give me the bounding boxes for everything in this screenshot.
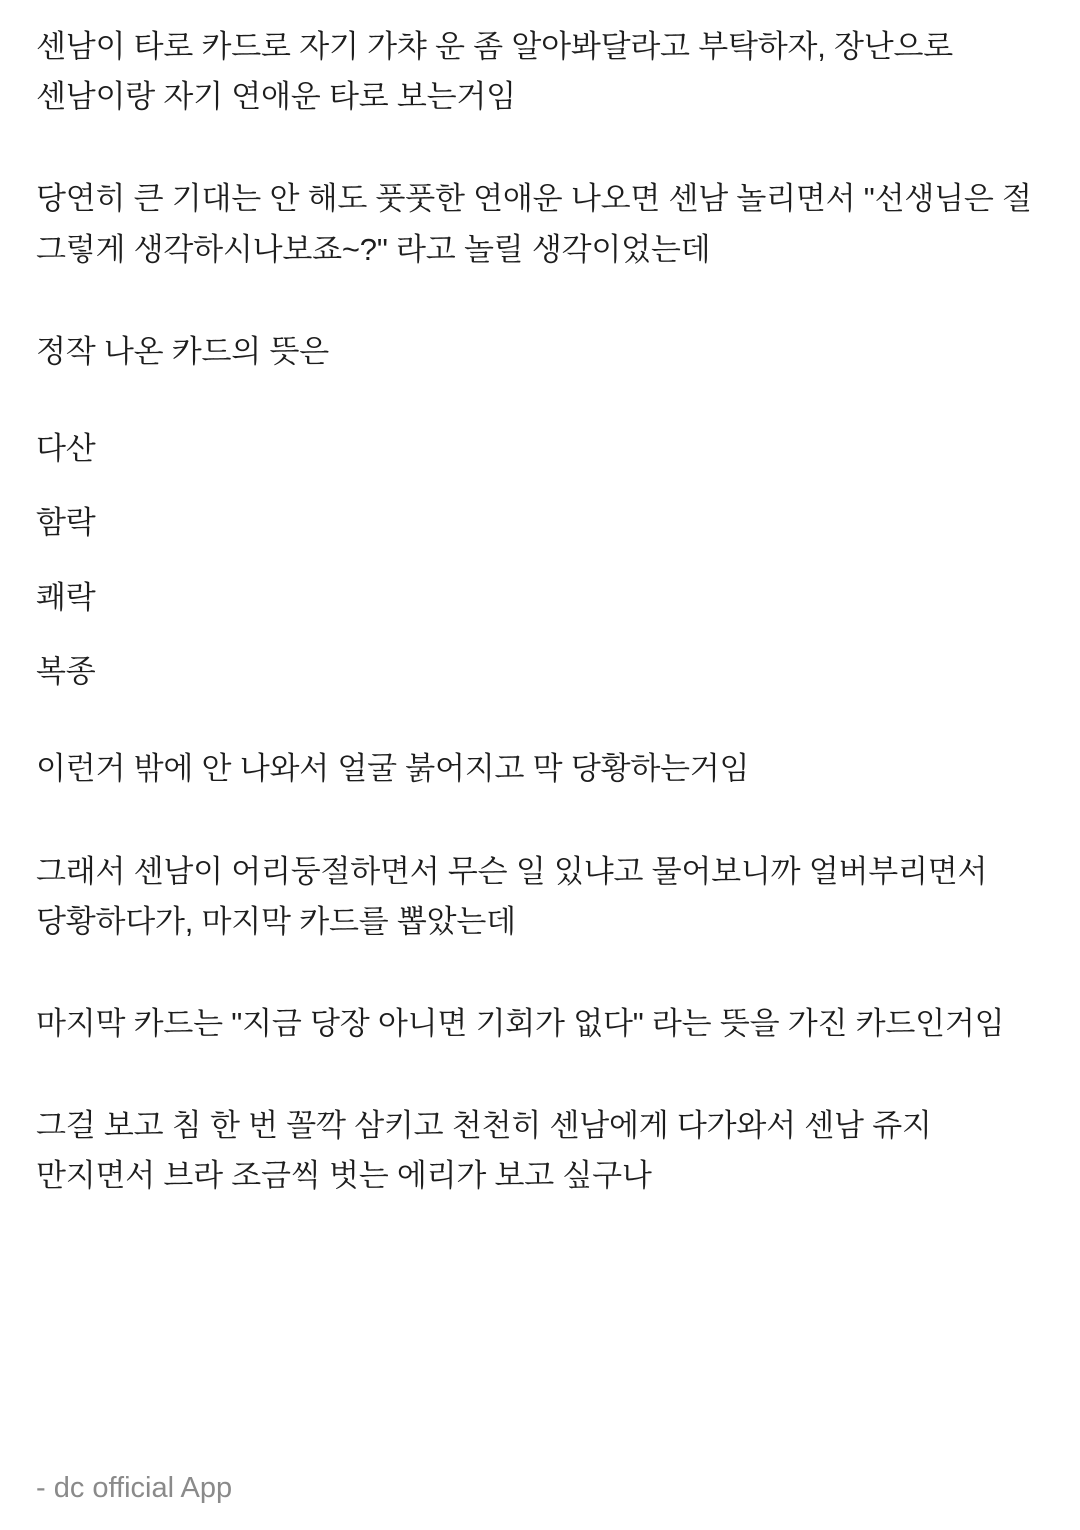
post-paragraph-3: 정작 나온 카드의 뜻은 bbox=[36, 333, 329, 369]
post-paragraph-1: 센남이 타로 카드로 자기 가챠 운 좀 알아봐달라고 부탁하자, 장난으로 센남이랑 자기 연애운 타로 보는거임 bbox=[36, 29, 962, 115]
list-item: 함락 bbox=[36, 505, 96, 541]
post-paragraph-7: 그걸 보고 침 한 번 꼴깍 삼키고 천천히 센남에게 다가와서 센남 쥬지 만지면서 브라 조금씩 벗는 에리가 보고 싶구나 bbox=[36, 1108, 941, 1194]
post-paragraph-4: 이런거 밖에 안 나와서 얼굴 붉어지고 막 당황하는거임 bbox=[36, 751, 750, 787]
list-item: 쾌락 bbox=[36, 579, 96, 615]
post-body bbox=[36, 22, 1044, 1202]
post-paragraph-5: 그래서 센남이 어리둥절하면서 무슨 일 있냐고 물어보니까 얼버부리면서 당황하다가, 마지막 카드를 뽑았는데 bbox=[36, 853, 996, 939]
card-meaning-list bbox=[36, 429, 1044, 692]
app-signature: - dc official App bbox=[36, 1472, 233, 1505]
list-item: 복종 bbox=[36, 653, 96, 689]
list-item: 다산 bbox=[36, 431, 96, 467]
post-paragraph-6: 마지막 카드는 "지금 당장 아니면 기회가 없다" 라는 뜻을 가진 카드인거임 bbox=[36, 1005, 1005, 1041]
post-paragraph-2: 당연히 큰 기대는 안 해도 풋풋한 연애운 나오면 센남 놀리면서 "선생님은 절 그렇게 생각하시나보죠~?" 라고 놀릴 생각이었는데 bbox=[36, 181, 1041, 267]
